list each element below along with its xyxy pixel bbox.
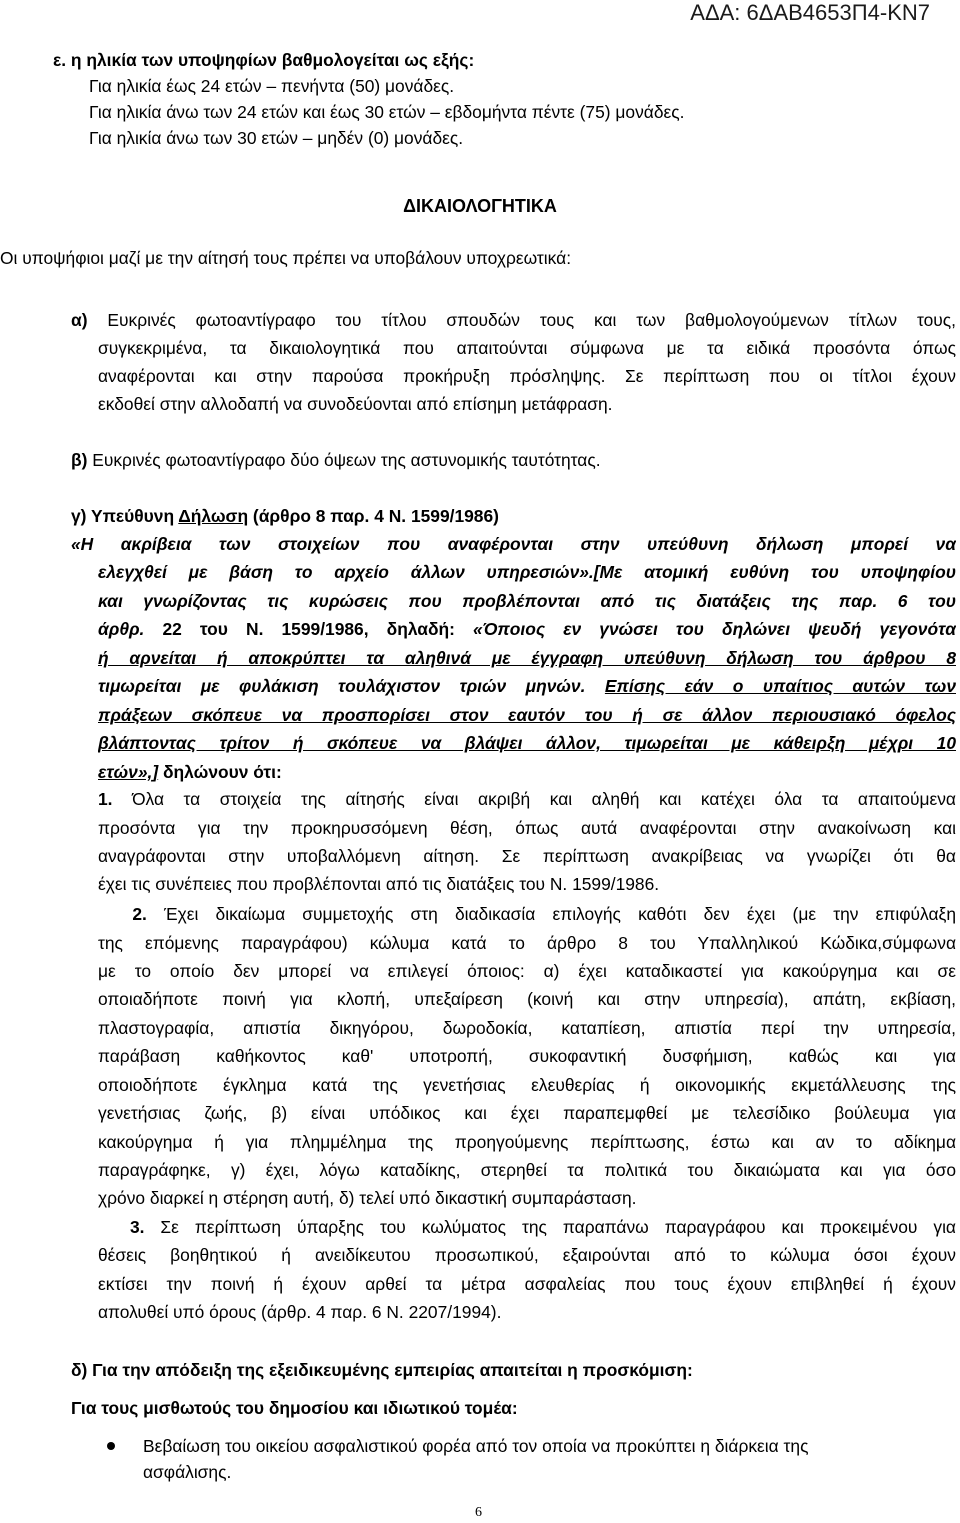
p2-line-8: γενετήσιας ζωής, β) είναι υπόδικος και έχει παραπεμφθεί με τελεσίδικο βούλευμα για	[98, 1103, 956, 1123]
bullet-line-1: Βεβαίωση του οικείου ασφαλιστικού φορέα από τον οποία να προκύπτει η διάρκεια της	[143, 1436, 809, 1456]
age-line-3: Για ηλικία άνω των 30 ετών – μηδέν (0) μονάδες.	[89, 128, 464, 148]
p2-line-2: της επόμενης παραγράφου) κώλυμα κατά το άρθρο 8 του Υπαλληλικού Κώδικα,σύμφωνα	[98, 933, 956, 953]
decl-line-4: άρθρ. 22 του Ν. 1599/1986, δηλαδή: «Όποιος εν γνώσει του δηλώνει ψευδή γεγονότα	[98, 619, 956, 639]
p1-line-4: έχει τις συνέπειες που προβλέπονται από τις διατάξεις του Ν. 1599/1986.	[98, 874, 660, 894]
age-line-1: Για ηλικία έως 24 ετών – πενήντα (50) μονάδες.	[89, 76, 455, 96]
item-b: β) Ευκρινές φωτοαντίγραφο δύο όψεων της αστυνομικής ταυτότητας.	[71, 450, 601, 470]
page-number: 6	[475, 1505, 482, 1520]
item-d-heading: δ) Για την απόδειξη της εξειδικευμένης εμπειρίας απαιτείται η προσκόμιση:	[71, 1360, 693, 1380]
p3-line-2: θέσεις βοηθητικού ή ανειδίκευτου προσωπικού, εξαιρούνται από το κώλυμα όσοι έχουν	[98, 1245, 956, 1265]
p2-line-7: οποιοδήποτε έγκλημα κατά της γενετήσιας ελευθερίας ή οικονομικής εκμετάλλευσης της	[98, 1075, 956, 1095]
item-b-label: β)	[71, 450, 88, 470]
decl-line-2: ελεγχθεί με βάση το αρχείο άλλων υπηρεσιών».[Με ατομική ευθύνη του υποψηφίου	[98, 562, 956, 582]
ada-header: ΑΔΑ: 6ΔΑΒ4653Π4-ΚΝ7	[690, 0, 930, 25]
p3-line-4: απολυθεί υπό όρους (άρθρ. 4 παρ. 6 Ν. 2207/1994).	[98, 1302, 502, 1322]
decl-line-6: τιμωρείται με φυλάκιση τουλάχιστον τριών μηνών. Επίσης εάν ο υπαίτιος αυτών των	[98, 676, 956, 696]
item-a-line-1: α) Ευκρινές φωτοαντίγραφο του τίτλου σπουδών τους και των βαθμολογούμενων τίτλων τους,	[71, 310, 956, 330]
p1-line-2: προσόντα για την προκηρυσσόμενη θέση, όπως αυτά αναφέρονται στην ανακοίνωση και	[98, 818, 956, 838]
decl-line-3: και γνωρίζοντας τις κυρώσεις που προβλέπονται από τις διατάξεις της παρ. 6 του	[98, 591, 956, 611]
age-intro: ε. η ηλικία των υποψηφίων βαθμολογείται ως εξής:	[53, 50, 475, 70]
p2-line-10: παραγράφηκε, γ) έχει, λόγω καταδίκης, στερηθεί τα πολιτικά του δικαιώματα και για όσο	[98, 1160, 956, 1180]
p2-line-1: 2. Έχει δικαίωμα συμμετοχής στη διαδικασία επιλογής καθότι δεν έχει (με την επιφύλαξη	[132, 904, 956, 924]
p3-line-3: εκτίσει την ποινή ή έχουν αρθεί τα μέτρα ασφαλείας που τους έχουν επιβληθεί ή έχουν	[98, 1274, 956, 1294]
p2-line-3: με το οποίο δεν μπορεί να επιλεγεί όποιος: α) έχει καταδικαστεί για κακούργημα και σε	[98, 961, 956, 981]
decl-line-5: ή αρνείται ή αποκρύπτει τα αληθινά με έγγραφη υπεύθυνη δήλωση του άρθρου 8	[98, 648, 956, 668]
age-line-2: Για ηλικία άνω των 24 ετών και έως 30 ετών – εβδομήντα πέντε (75) μονάδες.	[89, 102, 685, 122]
decl-line-1: «Η ακρίβεια των στοιχείων που αναφέρονται στην υπεύθυνη δήλωση μπορεί να	[71, 534, 956, 554]
p3-line-1: 3. Σε περίπτωση ύπαρξης του κωλύματος της παραπάνω παραγράφου και προκειμένου για	[129, 1217, 956, 1237]
p2-line-5: πλαστογραφία, απιστία δικηγόρου, δωροδοκία, καταπίεση, απιστία περί την υπηρεσία,	[98, 1018, 956, 1038]
decl-line-9: ετών»,] δηλώνουν ότι:	[98, 762, 282, 782]
item-a-label: α)	[71, 310, 88, 330]
item-a-line-4: εκδοθεί στην αλλοδαπή να συνοδεύονται από επίσημη μετάφραση.	[98, 394, 613, 414]
docs-intro: Οι υποψήφιοι μαζί με την αίτησή τους πρέπει να υποβάλουν υποχρεωτικά:	[0, 248, 572, 268]
item-d-subheading: Για τους μισθωτούς του δημοσίου και ιδιωτικού τομέα:	[71, 1398, 518, 1418]
bullet-line-2: ασφάλισης.	[143, 1462, 232, 1482]
bullet-icon	[107, 1442, 115, 1450]
p2-line-4: οποιαδήποτε ποινή για κλοπή, υπεξαίρεση (κοινή και στην υπηρεσία), απάτη, εκβίαση,	[98, 989, 956, 1009]
item-a-line-2: συγκεκριμένα, τα δικαιολογητικά που απαιτούνται σύμφωνα με τα ειδικά προσόντα όπως	[98, 338, 956, 358]
p1-line-3: αναγράφονται στην υποβαλλόμενη αίτηση. Σε περίπτωση ανακρίβειας να γνωρίζει ότι θα	[98, 846, 956, 866]
p2-line-6: παράβαση καθήκοντος καθ' υποτροπή, συκοφαντική δυσφήμιση, καθώς και για	[98, 1046, 956, 1066]
decl-line-8: βλάπτοντας τρίτον ή σκόπευε να βλάψει άλλον, τιμωρείται με κάθειρξη μέχρι 10	[98, 733, 956, 753]
p2-line-11: χρόνο διαρκεί η στέρηση αυτή, δ) τελεί υπό δικαστική συμπαράσταση.	[98, 1188, 637, 1208]
decl-line-7: πράξεων σκόπευε να προσπορίσει στον εαυτόν του ή σε άλλον περιουσιακό όφελος	[98, 705, 956, 725]
item-a-line-3: αναφέρονται και στην παρούσα προκήρυξη πρόσληψης. Σε περίπτωση που οι τίτλοι έχουν	[98, 366, 956, 386]
item-c-heading: γ) Υπεύθυνη Δήλωση (άρθρο 8 παρ. 4 Ν. 1599/1986)	[71, 506, 499, 526]
p2-line-9: κακούργημα ή για πλημμέλημα της προηγούμενης περίπτωσης, έστω και αν το αδίκημα	[98, 1132, 956, 1152]
docs-title: ΔΙΚΑΙΟΛΟΓΗΤΙΚΑ	[403, 196, 557, 216]
p1-line-1: 1. Όλα τα στοιχεία της αίτησής είναι ακριβή και αληθή και κατέχει όλα τα απαιτούμενα	[98, 789, 956, 809]
